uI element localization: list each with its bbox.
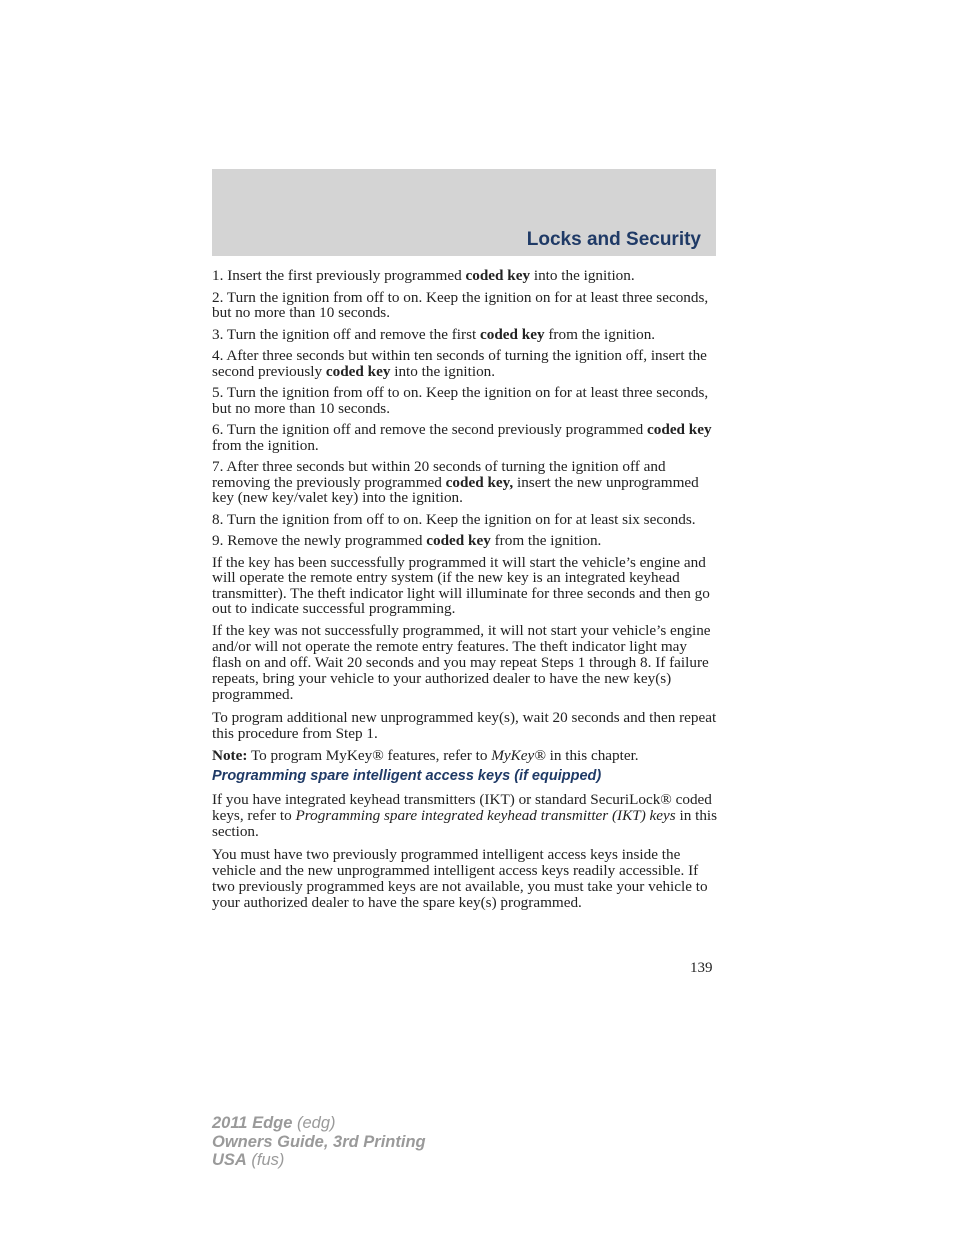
footer-market: USA bbox=[212, 1151, 247, 1169]
step-5: 5. Turn the ignition from off to on. Keep the ignition on for at least three seconds, but no more than 10 seconds. bbox=[212, 384, 709, 417]
step-7-bold: coded key, bbox=[445, 473, 514, 491]
step-4-bold: coded key bbox=[325, 362, 391, 380]
ikt-reference: Programming spare integrated keyhead transmitter (IKT) keys bbox=[295, 807, 676, 825]
final-paragraph: You must have two previously programmed intelligent access keys inside the vehicle and the new unprogrammed intelligent access keys readily accessible. If two previously programmed keys are not available, you must take your vehicle to your authorized dealer to have the spare key(s) programmed. bbox=[212, 845, 708, 912]
ikt-text-end: in this section. bbox=[212, 807, 718, 841]
step-1-bold: coded key bbox=[465, 267, 531, 284]
step-4-text-end: into the ignition. bbox=[390, 362, 496, 380]
footer-model: 2011 Edge bbox=[212, 1114, 293, 1132]
success-paragraph: If the key has been successfully programmed it will start the vehicle’s engine and will operate the remote entry system (if the new key is an integrated keyhead transmitter). The theft indicator light will illuminate for three seconds and then go out to indicate successful programming. bbox=[212, 553, 710, 617]
section-subheading: Programming spare intelligent access keys (if equipped) bbox=[212, 768, 602, 785]
footer-line-2: Owners Guide, 3rd Printing bbox=[212, 1132, 426, 1151]
step-6-text-end: from the ignition. bbox=[212, 436, 319, 454]
note-text: To program MyKey® features, refer to bbox=[247, 746, 492, 764]
chapter-header-band bbox=[212, 169, 716, 256]
step-3-bold: coded key bbox=[480, 325, 545, 343]
footer-line-3 bbox=[212, 1151, 426, 1170]
step-7-text: 7. After three seconds but within 20 seconds of turning the ignition off and removing the previously programmed bbox=[212, 458, 666, 491]
footer-line-1 bbox=[212, 1114, 426, 1133]
step-6 bbox=[212, 422, 718, 453]
page-number: 139 bbox=[690, 960, 713, 976]
step-1-text: 1. Insert the first previously programmed bbox=[212, 267, 466, 284]
ikt-text: If you have integrated keyhead transmitters (IKT) or standard SecuriLock® coded keys, refer to bbox=[212, 790, 712, 825]
failure-paragraph: If the key was not successfully programmed, it will not start your vehicle’s engine and/or will not operate the remote entry features. The theft indicator light may flash on and off. Wait 20 seconds and you may repeat Steps 1 through 8. If failure repeats, bring your vehicle to your authorized dealer to have the new key(s) programmed. bbox=[212, 621, 711, 704]
note-reference: MyKey® bbox=[491, 746, 546, 764]
additional-keys-paragraph: To program additional new unprogrammed key(s), wait 20 seconds and then repeat this procedure from Step 1. bbox=[212, 708, 717, 742]
step-9-text-end: from the ignition. bbox=[490, 532, 602, 549]
step-7-text-end: insert the new unprogrammed key (new key/valet key) into the ignition. bbox=[212, 473, 699, 506]
footer-market-code: (fus) bbox=[246, 1151, 285, 1169]
step-6-text: 6. Turn the ignition off and remove the second previously programmed bbox=[212, 421, 648, 438]
footer-model-code: (edg) bbox=[292, 1114, 336, 1132]
note-text-end: in this chapter. bbox=[545, 746, 639, 764]
step-4 bbox=[212, 348, 718, 379]
step-9-bold: coded key bbox=[426, 532, 491, 549]
step-4-text: 4. After three seconds but within ten seconds of turning the ignition off, insert the second previously bbox=[212, 347, 707, 380]
step-6-bold: coded key bbox=[647, 421, 712, 438]
step-1 bbox=[212, 268, 718, 284]
ikt-paragraph bbox=[212, 792, 718, 841]
footer bbox=[212, 1114, 426, 1170]
step-8: 8. Turn the ignition from off to on. Keep the ignition on for at least six seconds. bbox=[212, 510, 696, 528]
step-2: 2. Turn the ignition from off to on. Keep the ignition on for at least three seconds, but no more than 10 seconds. bbox=[212, 288, 709, 321]
step-3 bbox=[212, 327, 718, 343]
step-3-text-end: from the ignition. bbox=[544, 325, 656, 343]
step-9-text: 9. Remove the newly programmed bbox=[212, 532, 427, 549]
chapter-title: Locks and Security bbox=[526, 229, 701, 250]
step-3-text: 3. Turn the ignition off and remove the first bbox=[212, 325, 481, 343]
step-1-text-end: into the ignition. bbox=[530, 267, 635, 284]
note-label: Note: bbox=[212, 746, 248, 764]
step-7 bbox=[212, 459, 718, 506]
page-content bbox=[212, 268, 718, 917]
step-9 bbox=[212, 533, 718, 549]
note-paragraph bbox=[212, 748, 718, 764]
